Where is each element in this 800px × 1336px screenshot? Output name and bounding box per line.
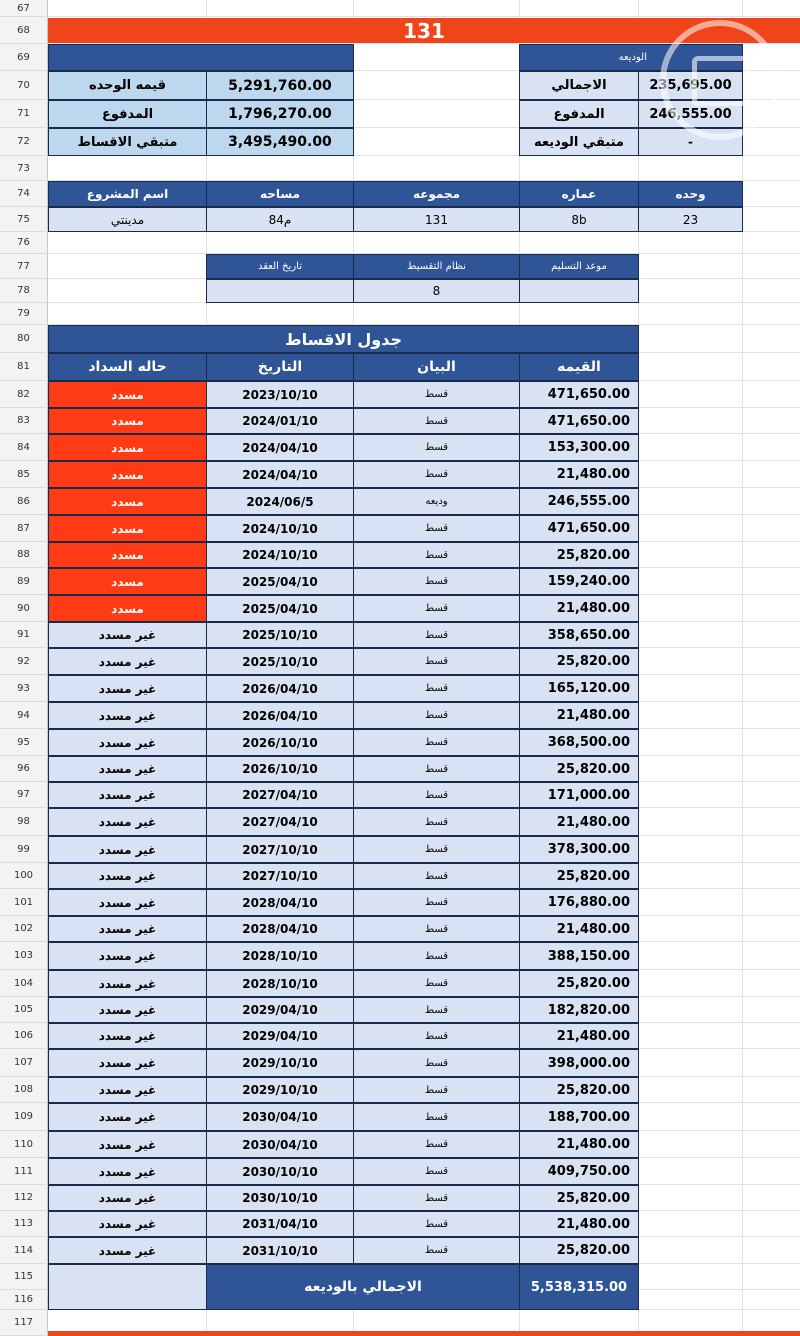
payment-status[interactable]: مسدد: [48, 568, 207, 595]
payment-status[interactable]: غير مسدد: [48, 1049, 207, 1077]
row-number[interactable]: 84: [0, 434, 48, 461]
payment-status[interactable]: مسدد: [48, 595, 207, 622]
remaining-label[interactable]: متبقي الاقساط: [48, 128, 207, 156]
row-number[interactable]: 70: [0, 71, 48, 100]
installment-description[interactable]: قسط: [353, 1077, 520, 1103]
installment-amount[interactable]: 25,820.00: [519, 1185, 639, 1211]
payment-status[interactable]: مسدد: [48, 488, 207, 515]
installment-amount[interactable]: 21,480.00: [519, 1023, 639, 1049]
installment-date[interactable]: 2024/04/10: [206, 461, 354, 488]
installment-description[interactable]: قسط: [353, 542, 520, 568]
unit-info-header[interactable]: اسم المشروع: [48, 181, 207, 207]
unit-info-value[interactable]: 8b: [519, 207, 639, 232]
row-number[interactable]: 116: [0, 1290, 48, 1310]
contract-info-header[interactable]: تاريخ العقد: [206, 254, 354, 279]
installment-description[interactable]: قسط: [353, 702, 520, 729]
installment-amount[interactable]: 21,480.00: [519, 595, 639, 622]
installment-amount[interactable]: 25,820.00: [519, 1237, 639, 1264]
row-number[interactable]: 82: [0, 381, 48, 408]
payment-status[interactable]: غير مسدد: [48, 808, 207, 836]
installment-date[interactable]: 2027/04/10: [206, 808, 354, 836]
unit-info-value[interactable]: 131: [353, 207, 520, 232]
row-number[interactable]: 67: [0, 0, 48, 17]
installment-description[interactable]: قسط: [353, 916, 520, 942]
unit-info-header[interactable]: مساحه: [206, 181, 354, 207]
installment-date[interactable]: 2029/04/10: [206, 997, 354, 1023]
payment-status[interactable]: غير مسدد: [48, 1211, 207, 1237]
unit-value-label[interactable]: قيمه الوحده: [48, 71, 207, 100]
row-number[interactable]: 101: [0, 889, 48, 916]
payment-status[interactable]: غير مسدد: [48, 916, 207, 942]
payment-status[interactable]: غير مسدد: [48, 1103, 207, 1131]
row-number[interactable]: 69: [0, 44, 48, 71]
house-logo-icon: [660, 20, 780, 140]
row-number[interactable]: 76: [0, 232, 48, 254]
schedule-title[interactable]: جدول الاقساط: [48, 325, 639, 353]
installment-date[interactable]: 2024/10/10: [206, 515, 354, 542]
installment-date[interactable]: 2028/04/10: [206, 916, 354, 942]
row-number[interactable]: 106: [0, 1023, 48, 1049]
payment-status[interactable]: غير مسدد: [48, 1237, 207, 1264]
row-number[interactable]: 92: [0, 648, 48, 675]
installment-amount[interactable]: 21,480.00: [519, 1211, 639, 1237]
installment-amount[interactable]: 176,880.00: [519, 889, 639, 916]
installment-description[interactable]: قسط: [353, 381, 520, 408]
summary-header-bar[interactable]: [48, 44, 354, 71]
row-number[interactable]: 107: [0, 1049, 48, 1077]
installment-date[interactable]: 2025/10/10: [206, 622, 354, 648]
row-number[interactable]: 110: [0, 1131, 48, 1158]
installment-amount[interactable]: 25,820.00: [519, 648, 639, 675]
payment-status[interactable]: غير مسدد: [48, 782, 207, 808]
unit-info-header[interactable]: مجموعه: [353, 181, 520, 207]
installment-description[interactable]: قسط: [353, 1211, 520, 1237]
installment-amount[interactable]: 388,150.00: [519, 942, 639, 970]
installment-amount[interactable]: 21,480.00: [519, 702, 639, 729]
installment-description[interactable]: قسط: [353, 622, 520, 648]
payment-status[interactable]: غير مسدد: [48, 702, 207, 729]
installment-date[interactable]: 2026/04/10: [206, 675, 354, 702]
row-number[interactable]: 102: [0, 916, 48, 942]
row-number[interactable]: 112: [0, 1185, 48, 1211]
row-number[interactable]: 72: [0, 128, 48, 156]
row-number[interactable]: 79: [0, 303, 48, 325]
installment-date[interactable]: 2029/10/10: [206, 1049, 354, 1077]
row-number[interactable]: 98: [0, 808, 48, 836]
installment-date[interactable]: 2028/10/10: [206, 970, 354, 997]
row-number[interactable]: 90: [0, 595, 48, 622]
row-number[interactable]: 95: [0, 729, 48, 756]
payment-status[interactable]: مسدد: [48, 461, 207, 488]
row-number[interactable]: 85: [0, 461, 48, 488]
installment-date[interactable]: 2030/04/10: [206, 1131, 354, 1158]
row-number[interactable]: 94: [0, 702, 48, 729]
deposit-total-label[interactable]: الاجمالي: [519, 71, 639, 100]
installment-description[interactable]: قسط: [353, 1131, 520, 1158]
payment-status[interactable]: غير مسدد: [48, 1131, 207, 1158]
row-number[interactable]: 97: [0, 782, 48, 808]
payment-status[interactable]: غير مسدد: [48, 648, 207, 675]
installment-description[interactable]: قسط: [353, 942, 520, 970]
row-number[interactable]: 104: [0, 970, 48, 997]
row-number[interactable]: 74: [0, 181, 48, 207]
payment-status[interactable]: غير مسدد: [48, 1077, 207, 1103]
row-number[interactable]: 105: [0, 997, 48, 1023]
payment-status[interactable]: مسدد: [48, 434, 207, 461]
bottom-red-strip: [48, 1331, 800, 1336]
row-number[interactable]: 71: [0, 100, 48, 128]
row-number[interactable]: 78: [0, 279, 48, 303]
deposit-remaining[interactable]: -: [638, 128, 743, 156]
installment-description[interactable]: قسط: [353, 408, 520, 434]
installment-description[interactable]: قسط: [353, 1023, 520, 1049]
installment-amount[interactable]: 471,650.00: [519, 381, 639, 408]
row-number[interactable]: 75: [0, 207, 48, 232]
deposit-title[interactable]: الوديعه: [519, 44, 743, 71]
installment-amount[interactable]: 25,820.00: [519, 542, 639, 568]
payment-status[interactable]: غير مسدد: [48, 889, 207, 916]
contract-info-header[interactable]: موعد التسليم: [519, 254, 639, 279]
row-number[interactable]: 96: [0, 756, 48, 782]
installment-description[interactable]: قسط: [353, 675, 520, 702]
schedule-header-description[interactable]: البيان: [353, 353, 520, 381]
row-number[interactable]: 88: [0, 542, 48, 568]
payment-status[interactable]: مسدد: [48, 542, 207, 568]
row-number[interactable]: 115: [0, 1264, 48, 1290]
deposit-paid-label[interactable]: المدفوع: [519, 100, 639, 128]
deposit-paid[interactable]: 246,555.00: [638, 100, 743, 128]
installment-description[interactable]: قسط: [353, 648, 520, 675]
installment-amount[interactable]: 25,820.00: [519, 970, 639, 997]
installment-date[interactable]: 2029/04/10: [206, 1023, 354, 1049]
installment-description[interactable]: قسط: [353, 782, 520, 808]
installment-date[interactable]: 2026/10/10: [206, 756, 354, 782]
row-number[interactable]: 86: [0, 488, 48, 515]
installment-description[interactable]: قسط: [353, 595, 520, 622]
installment-date[interactable]: 2030/04/10: [206, 1103, 354, 1131]
row-number[interactable]: 117: [0, 1310, 48, 1336]
installment-amount[interactable]: 182,820.00: [519, 997, 639, 1023]
installment-date[interactable]: 2025/04/10: [206, 595, 354, 622]
installment-description[interactable]: قسط: [353, 997, 520, 1023]
installment-date[interactable]: 2025/04/10: [206, 568, 354, 595]
payment-status[interactable]: مسدد: [48, 408, 207, 434]
installment-date[interactable]: 2028/10/10: [206, 942, 354, 970]
row-number[interactable]: 91: [0, 622, 48, 648]
installment-amount[interactable]: 246,555.00: [519, 488, 639, 515]
installment-amount[interactable]: 25,820.00: [519, 756, 639, 782]
installment-amount[interactable]: 153,300.00: [519, 434, 639, 461]
installment-amount[interactable]: 378,300.00: [519, 836, 639, 863]
payment-status[interactable]: مسدد: [48, 515, 207, 542]
grid-line: [48, 16, 800, 17]
row-number[interactable]: 100: [0, 863, 48, 889]
payment-status[interactable]: غير مسدد: [48, 756, 207, 782]
installment-description[interactable]: قسط: [353, 808, 520, 836]
installment-date[interactable]: 2029/10/10: [206, 1077, 354, 1103]
installment-date[interactable]: 2024/04/10: [206, 434, 354, 461]
row-number[interactable]: 68: [0, 17, 48, 44]
row-number[interactable]: 80: [0, 325, 48, 353]
installment-amount[interactable]: 25,820.00: [519, 863, 639, 889]
schedule-header-date[interactable]: التاريخ: [206, 353, 354, 381]
row-number[interactable]: 103: [0, 942, 48, 970]
deposit-total[interactable]: 235,695.00: [638, 71, 743, 100]
installment-description[interactable]: قسط: [353, 434, 520, 461]
payment-status[interactable]: غير مسدد: [48, 1023, 207, 1049]
installment-amount[interactable]: 409,750.00: [519, 1158, 639, 1185]
installment-amount[interactable]: 358,650.00: [519, 622, 639, 648]
installment-date[interactable]: 2024/10/10: [206, 542, 354, 568]
total-blank-cell[interactable]: [48, 1264, 207, 1310]
installment-date[interactable]: 2031/04/10: [206, 1211, 354, 1237]
payment-status[interactable]: مسدد: [48, 381, 207, 408]
payment-status[interactable]: غير مسدد: [48, 970, 207, 997]
schedule-header-amount[interactable]: القيمه: [519, 353, 639, 381]
row-number[interactable]: 111: [0, 1158, 48, 1185]
grand-total-label[interactable]: الاجمالي بالوديعه: [206, 1264, 520, 1310]
installment-description[interactable]: قسط: [353, 836, 520, 863]
contract-info-value[interactable]: [206, 279, 354, 303]
installment-amount[interactable]: 471,650.00: [519, 515, 639, 542]
installment-amount[interactable]: 165,120.00: [519, 675, 639, 702]
installment-date[interactable]: 2024/06/5: [206, 488, 354, 515]
installment-description[interactable]: قسط: [353, 1185, 520, 1211]
installment-amount[interactable]: 188,700.00: [519, 1103, 639, 1131]
payment-status[interactable]: غير مسدد: [48, 622, 207, 648]
payment-status[interactable]: غير مسدد: [48, 1158, 207, 1185]
installment-amount[interactable]: 398,000.00: [519, 1049, 639, 1077]
row-number[interactable]: 87: [0, 515, 48, 542]
installment-date[interactable]: 2031/10/10: [206, 1237, 354, 1264]
unit-value[interactable]: 5,291,760.00: [206, 71, 354, 100]
unit-info-header[interactable]: عماره: [519, 181, 639, 207]
row-number[interactable]: 73: [0, 156, 48, 181]
installment-amount[interactable]: 21,480.00: [519, 461, 639, 488]
installment-amount[interactable]: 21,480.00: [519, 916, 639, 942]
row-number[interactable]: 99: [0, 836, 48, 863]
row-number[interactable]: 93: [0, 675, 48, 702]
installment-date[interactable]: 2030/10/10: [206, 1158, 354, 1185]
unit-info-value[interactable]: مدينتي: [48, 207, 207, 232]
installment-date[interactable]: 2026/04/10: [206, 702, 354, 729]
schedule-header-status[interactable]: حاله السداد: [48, 353, 207, 381]
row-number[interactable]: 81: [0, 353, 48, 381]
installment-amount[interactable]: 21,480.00: [519, 1131, 639, 1158]
payment-status[interactable]: غير مسدد: [48, 729, 207, 756]
installment-amount[interactable]: 159,240.00: [519, 568, 639, 595]
installment-description[interactable]: قسط: [353, 863, 520, 889]
installment-description[interactable]: قسط: [353, 1049, 520, 1077]
installment-amount[interactable]: 25,820.00: [519, 1077, 639, 1103]
installment-description[interactable]: قسط: [353, 1103, 520, 1131]
installment-date[interactable]: 2030/10/10: [206, 1185, 354, 1211]
installment-date[interactable]: 2025/10/10: [206, 648, 354, 675]
payment-status[interactable]: غير مسدد: [48, 1185, 207, 1211]
installment-date[interactable]: 2028/04/10: [206, 889, 354, 916]
payment-status[interactable]: غير مسدد: [48, 942, 207, 970]
installment-description[interactable]: قسط: [353, 568, 520, 595]
installment-description[interactable]: قسط: [353, 1158, 520, 1185]
contract-info-value[interactable]: [519, 279, 639, 303]
installment-date[interactable]: 2027/10/10: [206, 836, 354, 863]
row-number[interactable]: 83: [0, 408, 48, 434]
installment-amount[interactable]: 471,650.00: [519, 408, 639, 434]
payment-status[interactable]: غير مسدد: [48, 836, 207, 863]
grand-total-value[interactable]: 5,538,315.00: [519, 1264, 639, 1310]
paid-label[interactable]: المدفوع: [48, 100, 207, 128]
banner[interactable]: 131: [48, 18, 800, 43]
installment-date[interactable]: 2026/10/10: [206, 729, 354, 756]
installment-description[interactable]: قسط: [353, 515, 520, 542]
row-number[interactable]: 109: [0, 1103, 48, 1131]
installment-description[interactable]: وديعه: [353, 488, 520, 515]
installment-date[interactable]: 2027/04/10: [206, 782, 354, 808]
installment-description[interactable]: قسط: [353, 756, 520, 782]
installment-amount[interactable]: 171,000.00: [519, 782, 639, 808]
installment-description[interactable]: قسط: [353, 729, 520, 756]
unit-info-value[interactable]: 23: [638, 207, 743, 232]
installment-amount[interactable]: 21,480.00: [519, 808, 639, 836]
installment-date[interactable]: 2023/10/10: [206, 381, 354, 408]
installment-amount[interactable]: 368,500.00: [519, 729, 639, 756]
installment-description[interactable]: قسط: [353, 1237, 520, 1264]
installment-description[interactable]: قسط: [353, 970, 520, 997]
row-number[interactable]: 89: [0, 568, 48, 595]
deposit-remaining-label[interactable]: متبقي الوديعه: [519, 128, 639, 156]
payment-status[interactable]: غير مسدد: [48, 863, 207, 889]
unit-info-value[interactable]: 84م: [206, 207, 354, 232]
paid-value[interactable]: 1,796,270.00: [206, 100, 354, 128]
row-number[interactable]: 108: [0, 1077, 48, 1103]
contract-info-value[interactable]: 8: [353, 279, 520, 303]
remaining-value[interactable]: 3,495,490.00: [206, 128, 354, 156]
installment-date[interactable]: 2027/10/10: [206, 863, 354, 889]
payment-status[interactable]: غير مسدد: [48, 675, 207, 702]
payment-status[interactable]: غير مسدد: [48, 997, 207, 1023]
installment-date[interactable]: 2024/01/10: [206, 408, 354, 434]
installment-description[interactable]: قسط: [353, 461, 520, 488]
row-number[interactable]: 77: [0, 254, 48, 279]
row-number[interactable]: 114: [0, 1237, 48, 1264]
unit-info-header[interactable]: وحده: [638, 181, 743, 207]
installment-description[interactable]: قسط: [353, 889, 520, 916]
row-number[interactable]: 113: [0, 1211, 48, 1237]
contract-info-header[interactable]: نظام التقسيط: [353, 254, 520, 279]
